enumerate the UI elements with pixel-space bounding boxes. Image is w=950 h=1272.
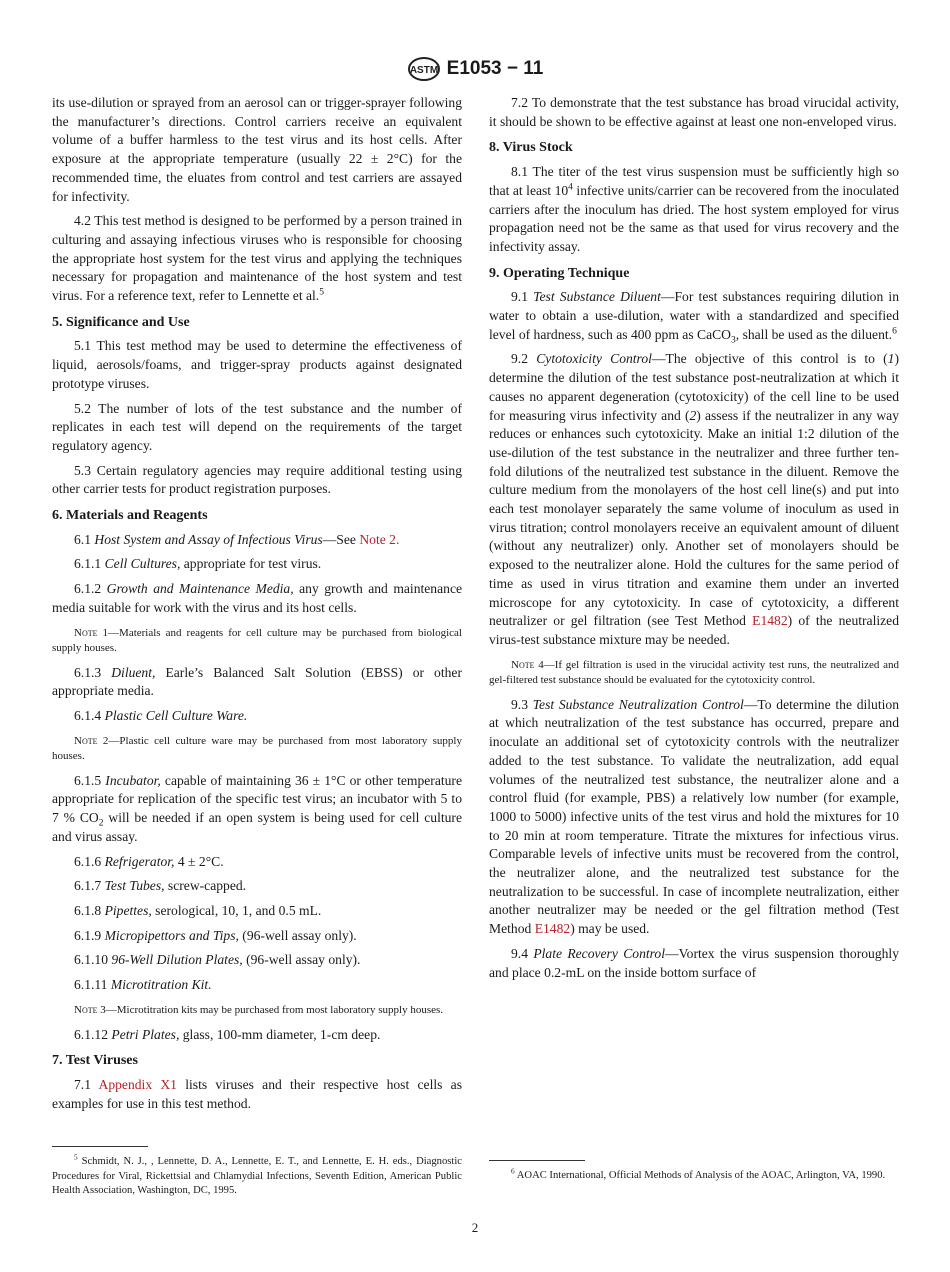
paragraph — [489, 945, 899, 982]
text-run: 4 — [568, 182, 573, 193]
text-run: Note — [74, 1003, 98, 1016]
text-run: 6.1.9 — [74, 927, 105, 943]
text-run: 5.3 Certain regulatory agencies may require additional testing using other carrier tests for product registration purposes. — [52, 462, 462, 497]
paragraph — [52, 664, 462, 701]
text-run: will be needed if an open system is being used for cell culture and virus assay. — [52, 810, 462, 844]
text-run: Petri Plates, — [111, 1026, 180, 1042]
text-run: any growth and maintenance media suitable for work with the virus and its host cells. — [52, 581, 463, 615]
paragraph — [52, 400, 462, 456]
text-run: (96-well assay only). — [242, 952, 361, 968]
text-run: 9. Operating Technique — [489, 265, 630, 281]
cross-reference-link[interactable]: Note 2. — [359, 531, 400, 547]
text-run: ) may be used. — [570, 921, 650, 937]
text-run: 6.1.4 — [74, 707, 105, 723]
paragraph — [489, 163, 899, 257]
text-run: 7. Test Viruses — [52, 1053, 138, 1069]
document-id: E1053 − 11 — [446, 58, 544, 79]
text-run: Plate Recovery Control — [533, 945, 665, 961]
text-run: Refrigerator, — [104, 853, 175, 869]
text-run: 8. Virus Stock — [489, 140, 573, 156]
paragraph — [52, 976, 462, 995]
left-column — [52, 94, 462, 1120]
footnote-number: 5 — [74, 1152, 78, 1162]
paragraph — [489, 696, 899, 939]
text-run: Pipettes, — [104, 902, 152, 918]
text-run: 2—Plastic cell culture ware may be purchased from most laboratory supply houses. — [52, 734, 462, 762]
text-run: screw-capped. — [164, 878, 247, 894]
paragraph — [52, 1076, 462, 1113]
text-run: 6.1.7 — [74, 878, 105, 894]
footnote-divider — [489, 1160, 585, 1161]
text-run: Micropipettors and Tips, — [104, 927, 239, 943]
text-run: glass, 100-mm diameter, 1-cm deep. — [179, 1026, 381, 1042]
text-run: Incubator, — [105, 772, 161, 788]
paragraph — [52, 877, 462, 896]
text-run: 6 — [892, 326, 897, 337]
note — [489, 658, 899, 688]
note — [52, 734, 462, 764]
note — [52, 626, 462, 656]
text-run: 6. Materials and Reagents — [52, 508, 208, 524]
paragraph — [489, 288, 899, 344]
cross-reference-link[interactable]: E1482 — [534, 921, 571, 937]
paragraph — [52, 212, 462, 306]
paragraph — [52, 707, 462, 726]
text-run: 9.4 — [511, 945, 534, 961]
section-heading — [52, 1052, 462, 1071]
text-run: 6.1.6 — [74, 853, 105, 869]
text-run: 5.1 This test method may be used to determine the effectiveness of liquid, aerosols/foams, and trigger-spray products against designated prototype viruses. — [52, 338, 462, 391]
page-number: 2 — [471, 1220, 479, 1235]
cross-reference-link[interactable]: Appendix X1 — [98, 1077, 177, 1093]
footnote-area-right — [489, 1144, 899, 1184]
text-run: Diluent, — [111, 664, 156, 680]
text-run: serological, 10, 1, and 0.5 mL. — [151, 902, 322, 918]
text-run: Test Substance Diluent — [533, 289, 661, 305]
footnote-text: AOAC International, Official Methods of Analysis of the AOAC, Arlington, VA, 1990. — [514, 1170, 886, 1181]
text-run: —The objective of this control is to ( — [651, 351, 888, 367]
text-run: 6.1.11 — [74, 977, 111, 993]
text-run: —Vortex the virus suspension thoroughly and place 0.2-mL on the inside bottom surface of — [489, 945, 899, 980]
text-run: Test Tubes, — [104, 878, 165, 894]
text-run: ) determine the dilution of the test substance post-neutralization at which it causes no apparent degeneration (cytotoxicity) of the cell line to be used for measuring virus infectivity and ( — [489, 351, 899, 423]
text-run: 1—Materials and reagents for cell culture may be purchased from biological supply houses. — [52, 626, 462, 654]
text-run: 5 — [319, 287, 324, 298]
paragraph — [52, 555, 462, 574]
text-run: 6.1 — [74, 531, 95, 547]
text-run: 6.1.5 — [74, 772, 106, 788]
text-run: appropriate for test virus. — [180, 556, 322, 572]
text-run: 3 — [731, 335, 736, 346]
text-run: 4—If gel filtration is used in the virucidal activity test runs, the neutralized and gel-filtered test substance should be evaluated for the cytotoxicity control. — [489, 658, 899, 686]
text-run: 9.1 — [511, 289, 534, 305]
paragraph — [52, 902, 462, 921]
right-column — [489, 94, 899, 988]
text-run: 6.1.8 — [74, 902, 105, 918]
text-run: Host System and Assay of Infectious Virus — [94, 531, 323, 547]
text-run: capable of maintaining 36 ± 1°C or other temperature appropriate for replication of the specific test virus; an incubator with 5 to 7 % CO — [52, 772, 462, 826]
paragraph — [52, 580, 462, 617]
text-run: 6.1.3 — [74, 664, 112, 680]
paragraph — [52, 94, 462, 206]
text-run: Earle’s Balanced Salt Solution (EBSS) or other appropriate media. — [52, 664, 462, 699]
text-run: Cytotoxicity Control — [536, 351, 652, 367]
paragraph — [52, 1026, 462, 1045]
text-run: 4 ± 2°C. — [174, 853, 224, 869]
text-run: 4.2 This test method is designed to be performed by a person trained in culturing and assaying infectious viruses who is responsible for choosing the appropriate host system for the test virus and applying the techniques necessary for propagation and maintenance of the host system and test virus. For a reference text, refer to Lennette et al. — [52, 213, 462, 304]
svg-text:ASTM: ASTM — [409, 65, 438, 76]
text-run: 8.1 The titer of the test virus suspension must be sufficiently high so that at least 10 — [489, 164, 899, 198]
text-run: Test Substance Neutralization Control — [532, 696, 744, 712]
text-run: Growth and Maintenance Media, — [106, 581, 294, 597]
paragraph — [52, 951, 462, 970]
text-run: Note — [74, 734, 98, 747]
text-run: ) of the neutralized virus-test substance mixture may be needed. — [489, 613, 899, 647]
text-run: 3—Microtitration kits may be purchased from most laboratory supply houses. — [97, 1003, 444, 1016]
cross-reference-link[interactable]: E1482 — [752, 613, 788, 629]
text-run: 7.1 — [74, 1077, 99, 1093]
paragraph — [489, 94, 899, 131]
text-run: 9.3 — [511, 696, 533, 712]
text-run: Note — [74, 626, 98, 639]
footnote-divider — [52, 1146, 148, 1147]
text-run: Note — [511, 658, 535, 671]
section-heading — [489, 265, 899, 284]
section-heading — [489, 139, 899, 158]
text-run: lists viruses and their respective host cells as examples for use in this test method. — [52, 1077, 462, 1111]
paragraph — [52, 772, 462, 847]
text-run: 9.2 — [511, 351, 537, 367]
section-heading — [52, 314, 462, 333]
paragraph — [489, 350, 899, 649]
text-run: 2 — [689, 407, 697, 423]
text-run: 6.1.12 — [74, 1026, 112, 1042]
footnote-text: Schmidt, N. J., , Lennette, D. A., Lennette, E. T., and Lennette, E. H. eds., Diagnostic Procedures for Viral, Rickettsial and Chlamydial Infections, Seventh Edition, American Public Health Association, Washington, DC, 1995. — [52, 1156, 462, 1196]
section-heading — [52, 507, 462, 526]
footnote-6 — [489, 1166, 899, 1184]
footnote-area-left — [52, 1130, 462, 1199]
text-run: 6.1.2 — [74, 581, 107, 597]
text-run: 5.2 The number of lots of the test substance and the number of replicates in each test will depend on the requirements of the target regulatory agency. — [52, 400, 462, 453]
footnote-5 — [52, 1152, 462, 1199]
text-run: 96-Well Dilution Plates, — [111, 952, 243, 968]
text-run: , shall be used as the diluent. — [735, 326, 893, 342]
text-run: 5. Significance and Use — [52, 314, 190, 330]
text-run: infective units/carrier can be recovered from the inoculated carriers after the inoculum has dried. The host system employed for virus propagation need not be the same as that used for virus recovery and the infectivity assay. — [489, 182, 899, 254]
text-run: (96-well assay only). — [238, 927, 357, 943]
text-run: its use-dilution or sprayed from an aerosol can or trigger-sprayer following the manufacturer’s directions. Control carriers receive an equivalent volume of a buffer harmless to the test virus and its host cells. After exposure at the appropriate temperature (usually 22 ± 2°C) for the recommended time, the eluates from control and test carriers are assayed for infectivity. — [52, 95, 462, 204]
text-run: 6.1.1 — [74, 556, 105, 572]
paragraph — [52, 853, 462, 872]
footnote-number: 6 — [511, 1166, 515, 1176]
text-run: —For test substances requiring dilution in water to obtain a use-dilution, water with a standardized and specified level of hardness, such as 400 ppm as CaCO — [489, 289, 900, 342]
page-header — [0, 56, 950, 82]
text-run: —To determine the dilution at which neutralization of the test substance has occurred, prepare and inoculate an additional set of cytotoxicity controls with the neutralizer added to the test substance. To validate the neutralization, add equal volumes of the neutralized test substance, the neutralizer alone and a control fluid (for example, PBS) a relatively low number (for example, 1000 to 5000) infective units of the test virus and hold the mixtures for 10 to 20 min at room temperature. Titrate the mixtures for infectious virus. Comparable levels of infective units must be recovered from the control, the neutralizer alone, and the neutralized test substance for the neutralization to be successful. In case of incomplete neutralization, either another neutralizer may be needed or the gel filtration method (Test Method — [489, 696, 900, 937]
paragraph — [52, 531, 462, 550]
note — [52, 1003, 462, 1018]
paragraph — [52, 462, 462, 499]
text-run: 2 — [98, 818, 104, 829]
text-run: 7.2 To demonstrate that the test substance has broad virucidal activity, it should be shown to be effective against at least one non-enveloped virus. — [489, 95, 899, 129]
text-run: —See — [322, 531, 360, 547]
paragraph — [52, 337, 462, 393]
astm-logo-icon — [407, 56, 441, 82]
text-run: 1 — [887, 351, 895, 367]
text-run: ) assess if the neutralizer in any way reduces or enhances such cytotoxicity. Make an initial 1:2 dilution of the use-dilution of the test substance in the neutralizer and three further ten-fold dilutions of the neutralized test substance in the diluent. Remove the culture medium from the monolayers of the host cell line(s) and put into each test monolayer separately the same volume of inoculum as used in virus titration; control monolayers receive an equivalent amount of diluent (without any neutralizer) only. Another set of monolayers should be exposed to the neutralizer alone. Hold the cultures for the same period of time as used in virus titration and examine them under an inverted microscope for any cytotoxicity. In case of cytotoxicity, a different neutralizer or gel filtration (see Test Method — [489, 407, 899, 629]
text-run: 6.1.10 — [74, 952, 112, 968]
text-run: Microtitration Kit. — [110, 977, 212, 993]
text-run: Plastic Cell Culture Ware. — [104, 707, 248, 723]
text-run: Cell Cultures, — [104, 556, 181, 572]
paragraph — [52, 927, 462, 946]
